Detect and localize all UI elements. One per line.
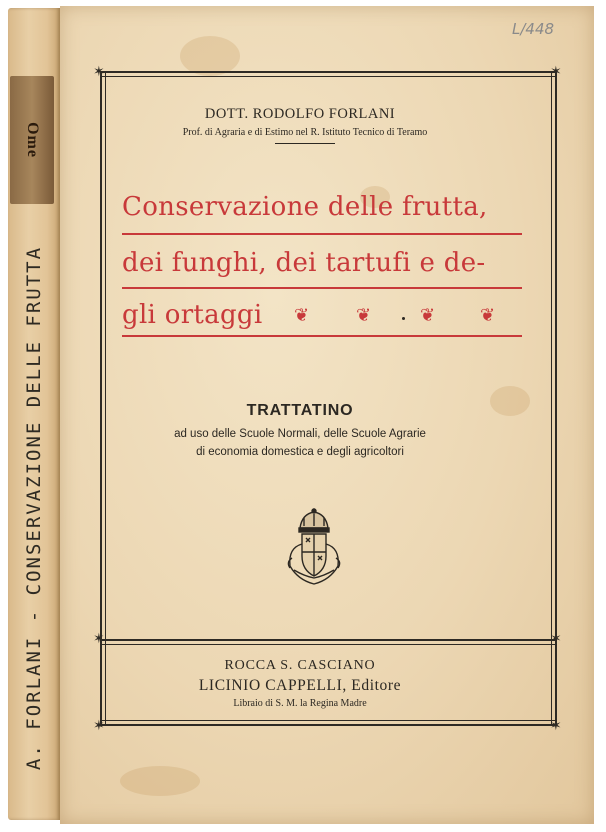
affiliation-rule: [275, 143, 335, 144]
floral-ornament-icon: ❦: [420, 305, 436, 326]
publisher-place: ROCCA S. CASCIANO: [224, 658, 376, 673]
publisher-note: Libraio di S. M. la Regina Madre: [233, 698, 367, 709]
decorative-frame: [100, 71, 557, 726]
paper-stain: [180, 36, 240, 76]
star-ornament-icon: ✶: [93, 631, 105, 647]
publisher-name: LICINIO CAPPELLI, Editore: [198, 677, 402, 694]
star-ornament-icon: ✶: [93, 718, 105, 734]
star-ornament-icon: ✶: [550, 718, 562, 734]
book-spine: [8, 8, 60, 820]
floral-ornament-icon: ❦: [356, 305, 372, 326]
title-rule: [122, 287, 522, 289]
front-cover: [60, 6, 594, 824]
dot-mark: [402, 317, 405, 320]
star-ornament-icon: ✶: [93, 64, 105, 80]
floral-ornament-icon: ❦: [480, 305, 496, 326]
book: [8, 6, 594, 824]
author-affiliation: Prof. di Agraria e di Estimo nel R. Istituto Tecnico di Teramo: [182, 127, 428, 138]
star-ornament-icon: ✶: [550, 64, 562, 80]
star-ornament-icon: ✶: [550, 631, 562, 647]
description-line-1: ad uso delle Scuole Normali, delle Scuole Agrarie: [174, 428, 426, 440]
title-rule: [122, 335, 522, 337]
title-line-3: gli ortaggi: [122, 300, 263, 330]
subtitle: TRATTATINO: [246, 402, 354, 419]
description-line-2: di economia domestica e degli agricoltori: [196, 446, 404, 458]
handwritten-shelfmark: L/448: [512, 20, 555, 38]
title-line-1: Conservazione delle frutta,: [122, 192, 488, 222]
paper-stain: [120, 766, 200, 796]
spine-label: [10, 76, 54, 204]
floral-ornament-icon: ❦: [294, 305, 310, 326]
spine-label-text: Ome: [24, 122, 41, 158]
title-line-2: dei funghi, dei tartufi e de-: [122, 248, 486, 278]
royal-coat-of-arms-icon: [282, 508, 346, 590]
title-rule: [122, 233, 522, 235]
spine-title-text: A. FORLANI - CONSERVAZIONE DELLE FRUTTA: [23, 245, 45, 771]
author-name: DOTT. RODOLFO FORLANI: [204, 106, 396, 122]
